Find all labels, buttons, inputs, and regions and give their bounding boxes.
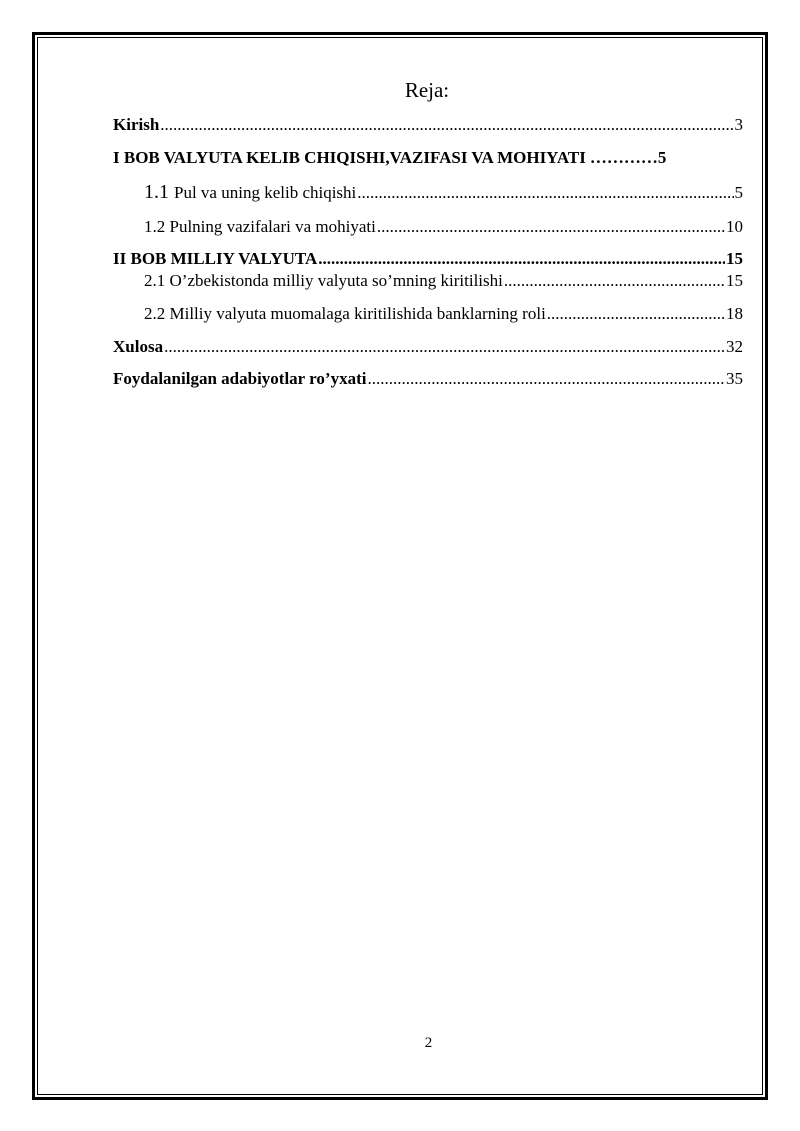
toc-page-number: 5	[734, 183, 743, 202]
toc-entry-1-1	[144, 181, 743, 204]
toc-entry-kirish	[113, 114, 743, 136]
toc-entry-text: 2.1 O’zbekistonda milliy valyuta so’mning kiritilishi	[144, 271, 503, 290]
toc-entry-chapter-1	[113, 147, 743, 169]
toc-leader	[318, 248, 725, 270]
toc-entry-text: II BOB MILLIY VALYUTA	[113, 249, 318, 268]
toc-entry-text: 2.2 Milliy valyuta muomalaga kiritilishida banklarning roli	[144, 304, 546, 323]
toc-page-number: 3	[734, 115, 743, 134]
toc-leader	[357, 182, 733, 204]
toc-leader	[547, 303, 725, 325]
toc-entry-text: Pul va uning kelib chiqishi	[174, 183, 357, 202]
page-title: Reja:	[404, 78, 450, 102]
toc-page-number: 15	[726, 271, 743, 290]
toc-page-number: 15	[726, 249, 743, 268]
toc-entry-references	[113, 368, 743, 390]
toc-entry-1-2	[144, 216, 743, 238]
toc-entry-text: I BOB VALYUTA KELIB CHIQISHI,VAZIFASI VA MOHIYATI	[113, 148, 586, 167]
page-footer-number: 2	[424, 1035, 433, 1051]
toc-page-number: 32	[726, 337, 743, 356]
toc-entry-text: Xulosa	[113, 337, 164, 356]
toc-leader: …………	[589, 148, 658, 167]
toc-leader	[164, 336, 725, 358]
toc-entry-number: 1.1	[144, 181, 169, 203]
toc-page-number: 10	[726, 217, 743, 236]
toc-leader	[367, 368, 725, 390]
toc-entry-2-1	[144, 270, 743, 292]
toc-entry-xulosa	[113, 336, 743, 358]
toc-entry-text: 1.2 Pulning vazifalari va mohiyati	[144, 217, 376, 236]
toc-page-number: 18	[726, 304, 743, 323]
toc-entry-text: Kirish	[113, 115, 160, 134]
toc-leader	[160, 114, 733, 136]
toc-page-number: 35	[726, 369, 743, 388]
toc-leader	[504, 270, 725, 292]
toc-leader	[377, 216, 725, 238]
toc-entry-chapter-2	[113, 248, 743, 270]
toc-entry-2-2	[144, 303, 743, 325]
toc-entry-text: Foydalanilgan adabiyotlar ro’yxati	[113, 369, 367, 388]
toc-page-number: 5	[657, 148, 667, 167]
